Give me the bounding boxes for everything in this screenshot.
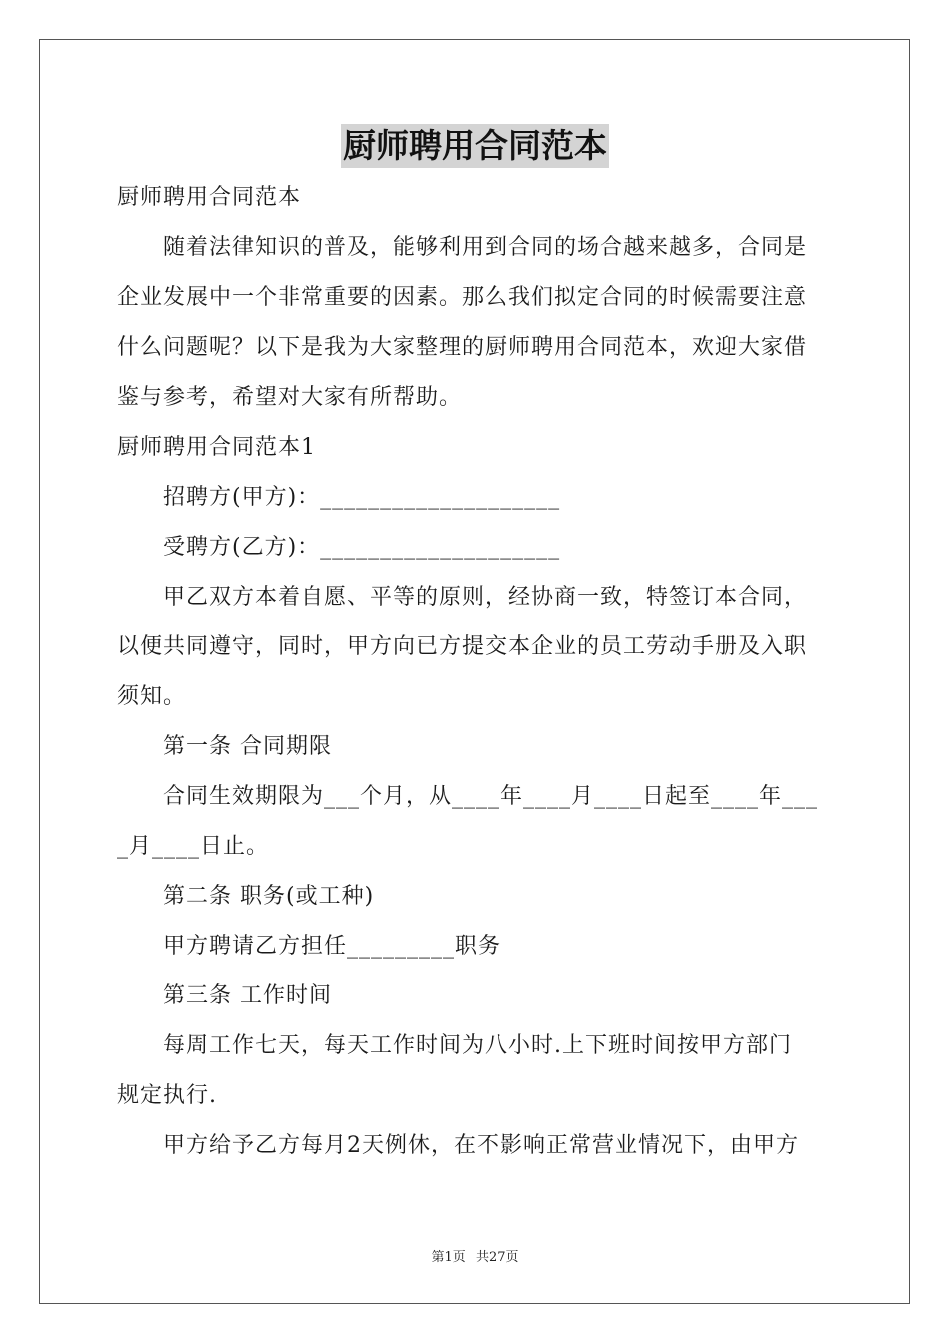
text-line: 受聘方(乙方)：____________________ <box>117 535 561 560</box>
text-line: 甲方聘请乙方担任_________职务 <box>117 934 502 959</box>
text-line: 第三条 工作时间 <box>117 983 332 1008</box>
text-line: 随着法律知识的普及，能够利用到合同的场合越来越多，合同是 <box>117 235 808 260</box>
title-wrap <box>0 124 950 168</box>
text-line: 鉴与参考，希望对大家有所帮助。 <box>117 385 463 410</box>
text-line: 第一条 合同期限 <box>117 734 332 759</box>
text-line: 规定执行. <box>117 1083 217 1108</box>
page-border <box>39 39 910 1304</box>
page-footer <box>0 1246 950 1265</box>
text-line: 合同生效期限为___个月，从____年____月____日起至____年___ <box>117 784 819 809</box>
text-line: 厨师聘用合同范本1 <box>117 435 316 460</box>
text-line: _月____日止。 <box>117 834 270 859</box>
text-line: 企业发展中一个非常重要的因素。那么我们拟定合同的时候需要注意 <box>117 285 808 310</box>
text-line: 厨师聘用合同范本 <box>117 185 302 210</box>
text-line: 以便共同遵守，同时，甲方向已方提交本企业的员工劳动手册及入职 <box>117 634 808 659</box>
page-total: 共27页 <box>475 1250 519 1265</box>
text-line: 每周工作七天，每天工作时间为八小时.上下班时间按甲方部门 <box>117 1033 792 1058</box>
document-title: 厨师聘用合同范本 <box>341 124 609 168</box>
page-number: 第1页 <box>431 1250 466 1265</box>
text-line: 甲乙双方本着自愿、平等的原则，经协商一致，特签订本合同， <box>117 585 808 610</box>
text-line: 须知。 <box>117 684 187 709</box>
text-line: 第二条 职务(或工种) <box>117 884 375 909</box>
text-line: 甲方给予乙方每月2天例休，在不影响正常营业情况下，由甲方 <box>117 1133 799 1158</box>
text-line: 什么问题呢？以下是我为大家整理的厨师聘用合同范本，欢迎大家借 <box>117 335 808 360</box>
text-line: 招聘方(甲方)：____________________ <box>117 485 561 510</box>
